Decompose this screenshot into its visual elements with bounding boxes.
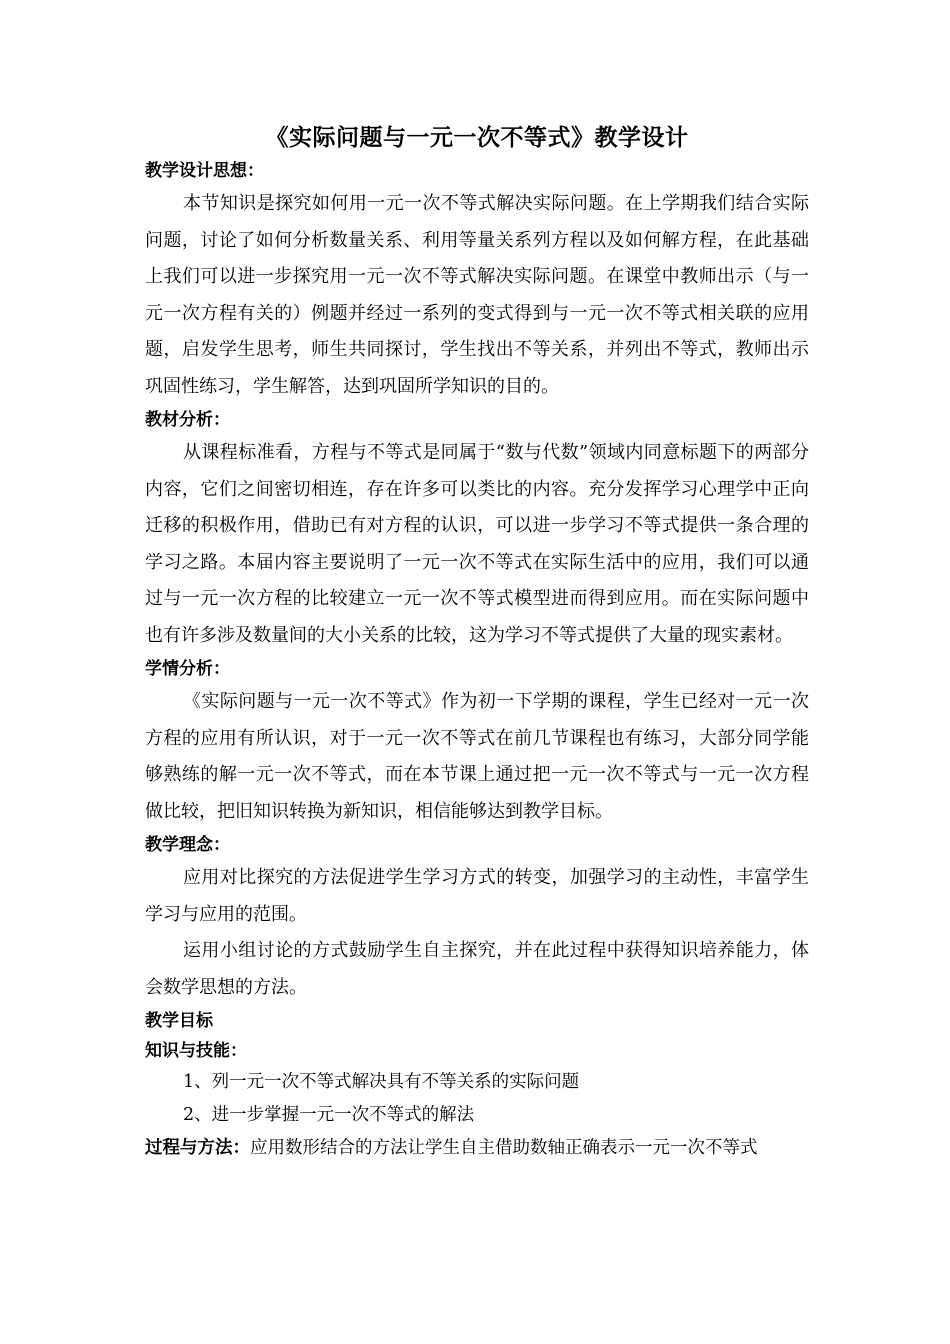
heading-material-analysis: 教材分析： [145, 410, 230, 430]
process-method-text: 应用数形结合的方法让学生自主借助数轴正确表示一元一次不等式 [250, 1138, 758, 1158]
paragraph-teaching-concept-2: 运用小组讨论的方式鼓励学生自主探究，并在此过程中获得知识培养能力，体会数学思想的方法。 [145, 940, 809, 998]
paragraph-student-analysis: 《实际问题与一元一次不等式》作为初一下学期的课程，学生已经对一元一次方程的应用有所认识，对于一元一次不等式在前几节课程也有练习，大部分同学能够熟练的解一元一次不等式，而在本节课上通过把一元一次不等式与一元一次方程做比较，把旧知识转换为新知识，相信能够达到教学目标。 [145, 691, 809, 822]
heading-knowledge-skills: 知识与技能： [145, 1041, 247, 1061]
paragraph-material-analysis: 从课程标准看，方程与不等式是同属于“数与代数”领域内同意标题下的两部分内容，它们之间密切相连，存在许多可以类比的内容。充分发挥学习心理学中正向迁移的积极作用，借助已有对方程的认识，可以进一步学习不等式提供一条合理的学习之路。本届内容主要说明了一元一次不等式在实际生活中的应用，我们可以通过与一元一次方程的比较建立一元一次不等式模型进而得到应用。而在实际问题中也有许多涉及数量间的大小关系的比较，这为学习不等式提供了大量的现实素材。 [145, 442, 809, 646]
paragraph-teaching-concept-1: 应用对比探究的方法促进学生学习方式的转变，加强学习的主动性，丰富学生学习与应用的范围。 [145, 867, 809, 925]
page-title: 《实际问题与一元一次不等式》教学设计 [265, 124, 689, 151]
heading-teaching-goals: 教学目标 [145, 1011, 213, 1031]
process-method-label: 过程与方法： [145, 1138, 250, 1158]
list-item: 2、进一步掌握一元一次不等式的解法 [183, 1105, 475, 1125]
heading-student-analysis: 学情分析： [145, 659, 230, 679]
process-method-row [145, 1132, 809, 1165]
paragraph-design-idea: 本节知识是探究如何用一元一次不等式解决实际问题。在上学期我们结合实际问题，讨论了如何分析数量关系、利用等量关系列方程以及如何解方程，在此基础上我们可以进一步探究用一元一次不等式解决实际问题。在课堂中教师出示（与一元一次方程有关的）例题并经过一系列的变式得到与一元一次不等式相关联的应用题，启发学生思考，师生共同探讨，学生找出不等关系，并列出不等式，教师出示巩固性练习，学生解答，达到巩固所学知识的目的。 [145, 193, 809, 397]
heading-design-idea: 教学设计思想： [145, 161, 264, 181]
document-body [145, 120, 809, 1165]
list-item: 1、列一元一次不等式解决具有不等关系的实际问题 [183, 1072, 580, 1092]
heading-teaching-concept: 教学理念： [145, 835, 230, 855]
